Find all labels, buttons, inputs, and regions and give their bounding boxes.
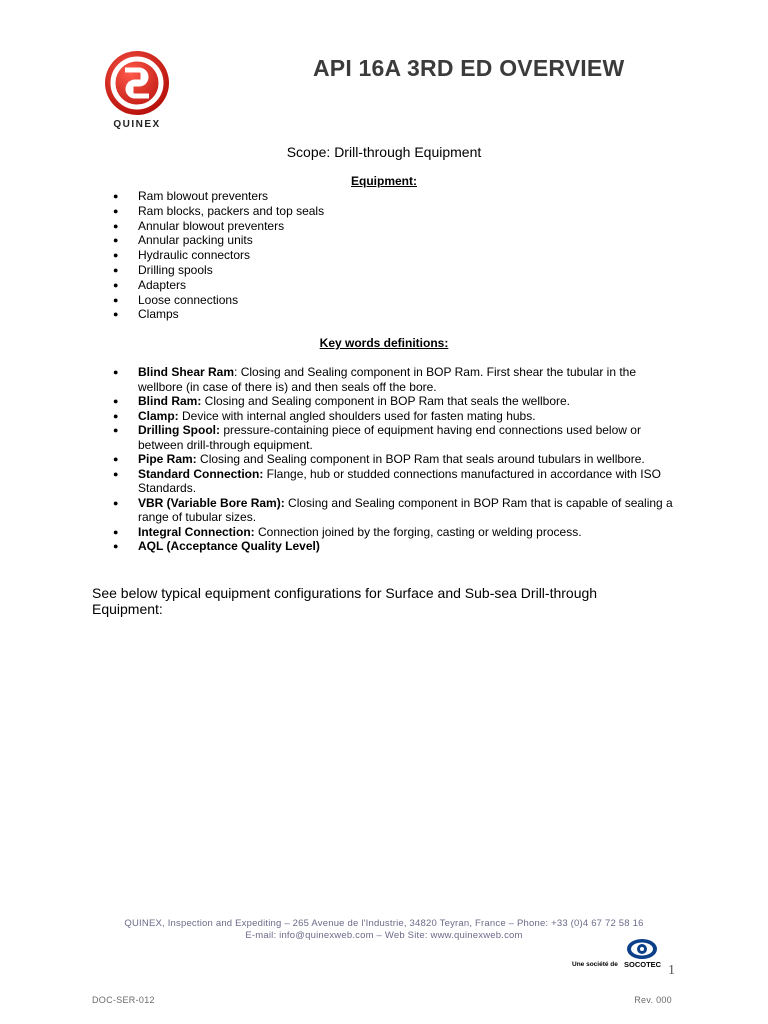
page-title: API 16A 3RD ED OVERVIEW [313, 55, 625, 81]
definition-item: ● Clamp: Device with internal angled shoulders used for fasten mating hubs. [113, 408, 536, 423]
configurations-intro: See below typical equipment configurations for Surface and Sub-sea Drill-through Equipment: [92, 585, 598, 617]
definition-item: ● Drilling Spool: pressure-containing piece of equipment having end connections used below or between drill-through equipment. [113, 423, 641, 452]
bullet-icon: ● [113, 526, 119, 537]
scope-line: Scope: Drill-through Equipment [286, 144, 482, 160]
list-item: ● Clamps [113, 307, 179, 322]
page-number: 1 [668, 963, 675, 978]
bullet-icon: ● [113, 264, 119, 275]
bullet-icon: ● [113, 309, 119, 320]
doc-reference: DOC-SER-012 [92, 995, 155, 1005]
bullet-icon: ● [113, 250, 119, 261]
bullet-icon: ● [113, 497, 119, 508]
bullet-icon: ● [113, 425, 119, 435]
list-item: ● Ram blocks, packers and top seals [113, 203, 325, 218]
list-item: ● Hydraulic connectors [113, 248, 251, 263]
list-item: ● Annular packing units [113, 233, 253, 248]
svg-text:QUINEX: QUINEX [113, 119, 161, 130]
bullet-icon: ● [113, 191, 119, 201]
bullet-icon: ● [113, 279, 119, 290]
bullet-icon: ● [113, 454, 119, 464]
socotec-eye-icon [572, 938, 664, 960]
list-item: ● Drilling spools [113, 262, 213, 277]
revision-label: Rev. 000 [634, 995, 672, 1005]
list-item: ● Loose connections [113, 292, 239, 307]
socotec-brand: SOCOTEC [624, 960, 662, 969]
bullet-icon: ● [113, 410, 119, 421]
equipment-heading: Equipment: [351, 174, 417, 188]
bullet-icon: ● [113, 468, 119, 479]
bullet-icon: ● [113, 220, 119, 231]
definition-item: ● AQL (Acceptance Quality Level) [113, 539, 320, 553]
bullet-icon: ● [113, 367, 119, 377]
definition-item: ● Integral Connection: Connection joined by the forging, casting or welding process. [113, 524, 582, 539]
quinex-logo-icon [95, 50, 179, 130]
definitions-heading: Key words definitions: [319, 336, 449, 350]
quinex-logo [95, 50, 179, 130]
list-item: ● Ram blowout preventers [113, 189, 269, 203]
bullet-icon: ● [113, 541, 119, 551]
footer-address: QUINEX, Inspection and Expediting – 265 Avenue de l'Industrie, 34820 Teyran, France – Phone: +33 (0)4 67 72 58 16 [124, 918, 644, 929]
list-item: ● Annular blowout preventers [113, 218, 285, 233]
definition-item: ● Blind Shear Ram: Closing and Sealing component in BOP Ram. First shear the tubular in the wellbore (in case of there is) and then seals off the bore. [113, 365, 637, 394]
bullet-icon: ● [113, 205, 119, 216]
definitions-list [112, 365, 682, 554]
definition-item: ● Pipe Ram: Closing and Sealing component in BOP Ram that seals around tubulars in wellbore. [113, 452, 645, 466]
definition-item: ● Blind Ram: Closing and Sealing component in BOP Ram that seals the wellbore. [113, 394, 570, 408]
bullet-icon: ● [113, 235, 119, 246]
definition-item: ● Standard Connection: Flange, hub or studded connections manufactured in accordance with ISO Standards. [113, 466, 661, 495]
bullet-icon: ● [113, 396, 119, 406]
bullet-icon: ● [113, 294, 119, 305]
socotec-badge [572, 938, 664, 972]
list-item: ● Adapters [113, 277, 187, 292]
equipment-list [112, 189, 324, 322]
footer-contact: E-mail: info@quinexweb.com – Web Site: www.quinexweb.com [245, 930, 523, 941]
socotec-prefix: Une société de [572, 961, 618, 968]
definition-item: ● VBR (Variable Bore Ram): Closing and Sealing component in BOP Ram that is capable of sealing a range of tubular sizes. [113, 495, 673, 524]
